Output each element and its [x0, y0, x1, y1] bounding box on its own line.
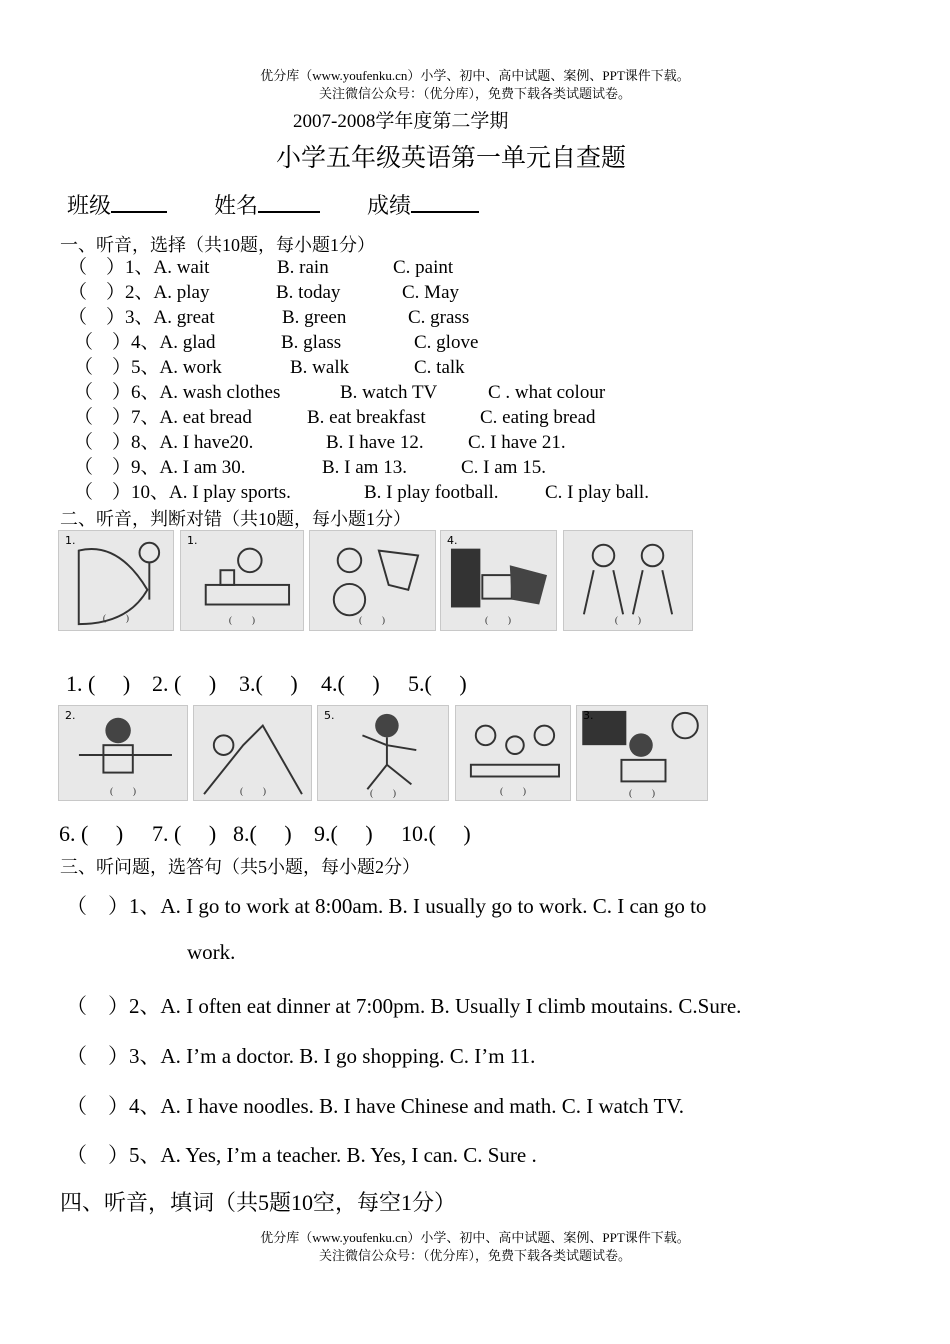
class-field: [67, 189, 167, 220]
picture-3: [309, 530, 436, 631]
option-a: A. great: [153, 307, 215, 328]
question-row: [66, 1139, 537, 1169]
picture-7: [193, 705, 312, 801]
picture-10: [576, 705, 708, 801]
option-a: A. I play sports.: [169, 482, 291, 503]
section-1-heading: 一、听音，选择（共10题，每小题1分）: [60, 235, 375, 255]
score-label: 成绩: [367, 193, 412, 218]
question-options: A. I often eat dinner at 7:00pm. B. Usually I climb moutains. C.Sure.: [160, 994, 742, 1018]
picture-number: 1.: [65, 534, 76, 547]
class-blank[interactable]: [111, 191, 167, 213]
option-c: C. glove: [414, 332, 479, 353]
answer-mark-3[interactable]: 3.( ): [239, 671, 298, 696]
question-number[interactable]: （ ）8、: [74, 432, 160, 453]
question-options: A. Yes, I’m a teacher. B. Yes, I can. C. Sure .: [160, 1143, 537, 1167]
footer-line-2: 关注微信公众号：（优分库），免费下载各类试题试卷。: [318, 1248, 631, 1263]
question-row: [66, 890, 706, 920]
question-options: A. I go to work at 8:00am. B. I usually go to work. C. I can go to: [160, 894, 707, 918]
option-c: C. eating bread: [480, 407, 596, 428]
option-a: A. play: [153, 282, 210, 303]
question-row: [74, 332, 215, 354]
picture-5: [563, 530, 693, 631]
answer-mark-8[interactable]: 8.( ): [233, 821, 292, 846]
answer-mark-7[interactable]: 7. ( ): [152, 821, 217, 846]
answer-mark-4[interactable]: 4.( ): [321, 671, 380, 696]
question-options-continued: work.: [187, 940, 236, 964]
question-number[interactable]: （ ）4、: [66, 1094, 161, 1118]
answer-mark-1[interactable]: 1. ( ): [66, 671, 131, 696]
picture-4: [440, 530, 557, 631]
question-row: [66, 1090, 684, 1120]
picture-number: 4.: [447, 534, 458, 547]
question-number[interactable]: （ ）5、: [74, 357, 160, 378]
option-b: B. walk: [290, 357, 350, 378]
question-number[interactable]: （ ）3、: [66, 1044, 161, 1068]
question-row: [74, 407, 252, 429]
svg-text:( ): ( ): [369, 788, 397, 800]
option-a: A. glad: [159, 332, 216, 353]
section-3-heading: 三、听问题，选答句（共5小题，每小题2分）: [60, 857, 420, 877]
question-number[interactable]: （ ）1、: [66, 894, 161, 918]
question-number[interactable]: （ ）7、: [74, 407, 160, 428]
svg-text:( ): ( ): [358, 615, 386, 627]
option-b: B. watch TV: [340, 382, 438, 403]
answer-mark-9[interactable]: 9.( ): [314, 821, 373, 846]
option-b: B. green: [282, 307, 347, 328]
option-c: C. talk: [414, 357, 465, 378]
picture-2: [180, 530, 304, 631]
term-title: 2007-2008学年度第二学期: [293, 111, 509, 132]
option-b: B. I am 13.: [322, 457, 407, 478]
answer-mark-2[interactable]: 2. ( ): [152, 671, 217, 696]
svg-text:( ): ( ): [109, 786, 137, 798]
class-label: 班级: [67, 193, 112, 218]
header-line-1: 优分库（www.youfenku.cn）小学、初中、高中试题、案例、PPT课件下载。: [260, 68, 690, 83]
svg-text:( ): ( ): [499, 786, 527, 798]
question-row: [68, 307, 215, 329]
option-b: B. rain: [277, 257, 329, 278]
option-a: A. I have20.: [159, 432, 254, 453]
svg-text:( ): ( ): [484, 615, 512, 627]
question-number[interactable]: （ ）9、: [74, 457, 160, 478]
footer-line-1: 优分库（www.youfenku.cn）小学、初中、高中试题、案例、PPT课件下载。: [260, 1230, 690, 1245]
question-row: [66, 990, 741, 1020]
section-2-heading: 二、听音，判断对错（共10题，每小题1分）: [60, 509, 411, 529]
question-number[interactable]: （ ）2、: [66, 994, 161, 1018]
question-options: A. I’m a doctor. B. I go shopping. C. I’m 11.: [160, 1044, 536, 1068]
option-b: B. today: [276, 282, 341, 303]
question-options: A. I have noodles. B. I have Chinese and math. C. I watch TV.: [160, 1094, 685, 1118]
name-field: [214, 189, 320, 220]
header-line-2: 关注微信公众号：（优分库），免费下载各类试题试卷。: [318, 86, 631, 101]
option-a: A. I am 30.: [159, 457, 246, 478]
answer-mark-6[interactable]: 6. ( ): [59, 821, 124, 846]
option-a: A. wait: [153, 257, 210, 278]
option-c: C. paint: [393, 257, 454, 278]
section-4-heading: 四、听音，填词（共5题10空，每空1分）: [60, 1190, 457, 1215]
picture-number: 3.: [583, 709, 594, 722]
option-b: B. I play football.: [364, 482, 499, 503]
picture-number: 1.: [187, 534, 198, 547]
option-c: C. grass: [408, 307, 470, 328]
svg-text:( ): ( ): [228, 615, 256, 627]
question-row: [74, 457, 246, 479]
option-a: A. eat bread: [159, 407, 252, 428]
question-row: [68, 282, 209, 304]
option-a: A. work: [159, 357, 222, 378]
picture-9: [455, 705, 571, 801]
option-c: C. I am 15.: [461, 457, 546, 478]
question-row: [68, 257, 209, 279]
answer-mark-10[interactable]: 10.( ): [401, 821, 471, 846]
score-field: [367, 189, 479, 220]
question-row: [74, 357, 222, 379]
question-number[interactable]: （ ）10、: [74, 482, 170, 503]
question-number[interactable]: （ ）1、: [68, 257, 154, 278]
name-label: 姓名: [214, 193, 259, 218]
answer-mark-5[interactable]: 5.( ): [408, 671, 467, 696]
picture-8: [317, 705, 449, 801]
picture-number: 5.: [324, 709, 335, 722]
svg-text:( ): ( ): [614, 615, 642, 627]
question-number[interactable]: （ ）4、: [74, 332, 160, 353]
picture-number: 2.: [65, 709, 76, 722]
svg-text:( ): ( ): [239, 786, 267, 798]
question-row: [74, 432, 253, 454]
picture-6: [58, 705, 188, 801]
page-title: 小学五年级英语第一单元自查题: [276, 145, 627, 172]
picture-1: [58, 530, 174, 631]
option-c: C . what colour: [488, 382, 606, 403]
question-row: [66, 1040, 535, 1070]
score-blank[interactable]: [411, 191, 479, 213]
option-b: B. glass: [281, 332, 342, 353]
svg-text:( ): ( ): [628, 788, 656, 800]
question-row: [74, 382, 280, 404]
question-row: [74, 482, 291, 504]
name-blank[interactable]: [258, 191, 320, 213]
option-a: A. wash clothes: [159, 382, 281, 403]
question-number[interactable]: （ ）2、: [68, 282, 154, 303]
option-c: C. I play ball.: [545, 482, 649, 503]
question-number[interactable]: （ ）6、: [74, 382, 160, 403]
option-b: B. eat breakfast: [307, 407, 426, 428]
option-c: C. I have 21.: [468, 432, 566, 453]
option-b: B. I have 12.: [326, 432, 424, 453]
option-c: C. May: [402, 282, 459, 303]
svg-text:( ): ( ): [102, 613, 130, 625]
question-number[interactable]: （ ）5、: [66, 1143, 161, 1167]
question-number[interactable]: （ ）3、: [68, 307, 154, 328]
